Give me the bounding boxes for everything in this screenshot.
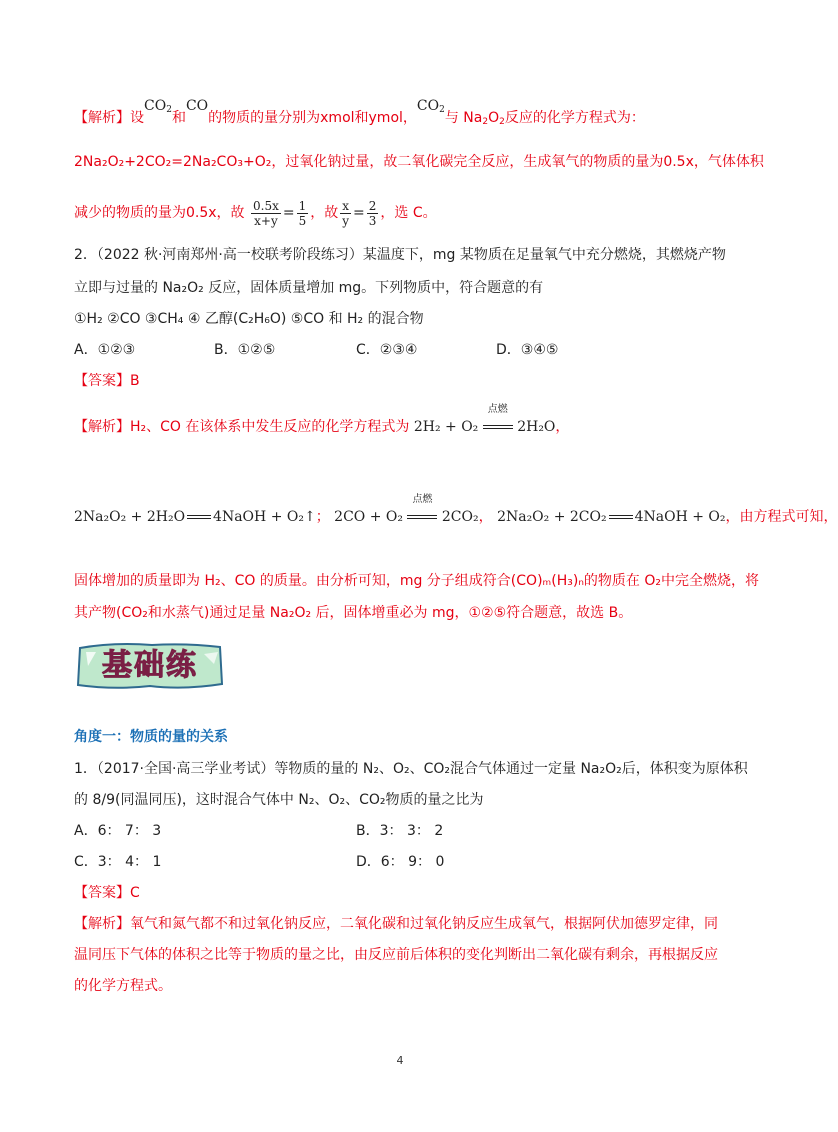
formula-co2-b: $CO_2$	[416, 98, 445, 115]
q1-explanation-2: 温同压下气体的体积之比等于物质的量之比，由反应前后体积的变化判断出二氧化碳有剩余，再根据反应	[74, 947, 718, 963]
q1-option-d[interactable]: D．6： 9： 0	[356, 854, 445, 870]
fraction-d: $\frac{2}{3}$	[368, 198, 377, 228]
explanation-line-3: 减少的物质的量为0.5x，故 $\frac{0.5x}{x+y}$ = $\frac{1}{5}$ ，故 $\frac{x}{y}$ = $\frac{2}{3}$ ，选 C。	[74, 198, 437, 228]
q1-line-2: 的 8/9(同温同压)，这时混合气体中 N₂、O₂、CO₂物质的量之比为	[74, 792, 484, 808]
fraction-a: $\frac{0.5x}{x+y}$	[253, 198, 279, 228]
section-badge-label: 基础练	[102, 648, 198, 683]
q1-line-1: 1．（2017·全国·高三学业考试）等物质的量的 N₂、O₂、CO₂混合气体通过一定量 Na₂O₂后，体积变为原体积	[74, 761, 748, 777]
q2-answer: 【答案】B	[74, 373, 140, 389]
q2-option-b[interactable]: B．①②⑤	[214, 342, 276, 358]
q1-option-c[interactable]: C．3： 4： 1	[74, 854, 162, 870]
fraction-c: $\frac{x}{y}$	[342, 198, 350, 228]
formula-co2: $CO_2$	[144, 98, 172, 115]
section-heading-angle-1: 角度一：物质的量的关系	[74, 729, 228, 745]
q2-explanation-4: 其产物(CO₂和水蒸气)通过足量 Na₂O₂ 后，固体增重必为 mg，①②⑤符合题意，故选 B。	[74, 605, 633, 621]
q2-explanation-1: 【解析】H₂、CO 在该体系中发生反应的化学方程式为 2H₂ + O₂ 点燃 2H₂O，	[74, 404, 570, 435]
reaction-condition-arrow-2: 点燃	[407, 507, 437, 527]
q2-option-d[interactable]: D．③④⑤	[496, 342, 559, 358]
fraction-b: $\frac{1}{5}$	[298, 198, 307, 228]
explanation-tag: 【解析】	[74, 110, 130, 126]
page-number: 4	[396, 1054, 404, 1067]
q2-line-1: 2．（2022 秋·河南郑州·高一校联考阶段练习）某温度下，mg 某物质在足量氧气中充分燃烧，其燃烧产物	[74, 247, 726, 263]
q2-equations: 2Na₂O₂ + 2H₂O 4NaOH + O₂↑； 2CO + O₂ 点燃 2CO₂， 2Na₂O₂ + 2CO₂ 4NaOH + O₂，由方程式可知，	[74, 494, 838, 525]
q2-line-2: 立即与过量的 Na₂O₂ 反应，固体质量增加 mg。下列物质中，符合题意的有	[74, 280, 544, 296]
q1-explanation-3: 的化学方程式。	[74, 978, 172, 994]
section-badge	[74, 640, 226, 692]
q2-line-3: ①H₂ ②CO ③CH₄ ④ 乙醇(C₂H₆O) ⑤CO 和 H₂ 的混合物	[74, 311, 424, 327]
q2-option-a[interactable]: A．①②③	[74, 342, 136, 358]
explanation-line-2: 2Na₂O₂+2CO₂=2Na₂CO₃+O₂，过氧化钠过量，故二氧化碳完全反应，生成氧气的物质的量为0.5x，气体体积	[74, 154, 764, 170]
q1-answer: 【答案】C	[74, 885, 140, 901]
reaction-condition-arrow: 点燃	[483, 417, 513, 437]
q1-option-b[interactable]: B．3： 3： 2	[356, 823, 444, 839]
formula-co: CO	[185, 98, 209, 114]
q2-explanation-3: 固体增加的质量即为 H₂、CO 的质量。由分析可知，mg 分子组成符合(CO)ₘ(H₃)ₙ的物质在 O₂中完全燃烧，将	[74, 573, 759, 589]
q2-option-c[interactable]: C．②③④	[356, 342, 418, 358]
explanation-line-1: 【解析】设$CO_2$和CO的物质的量分别为xmol和ymol，$CO_2$与 $Na_2O_2$反应的化学方程式为：	[74, 98, 645, 127]
q1-option-a[interactable]: A．6： 7： 3	[74, 823, 162, 839]
q1-explanation-1: 【解析】氧气和氮气都不和过氧化钠反应，二氧化碳和过氧化钠反应生成氧气，根据阿伏加德罗定律，同	[74, 916, 718, 932]
